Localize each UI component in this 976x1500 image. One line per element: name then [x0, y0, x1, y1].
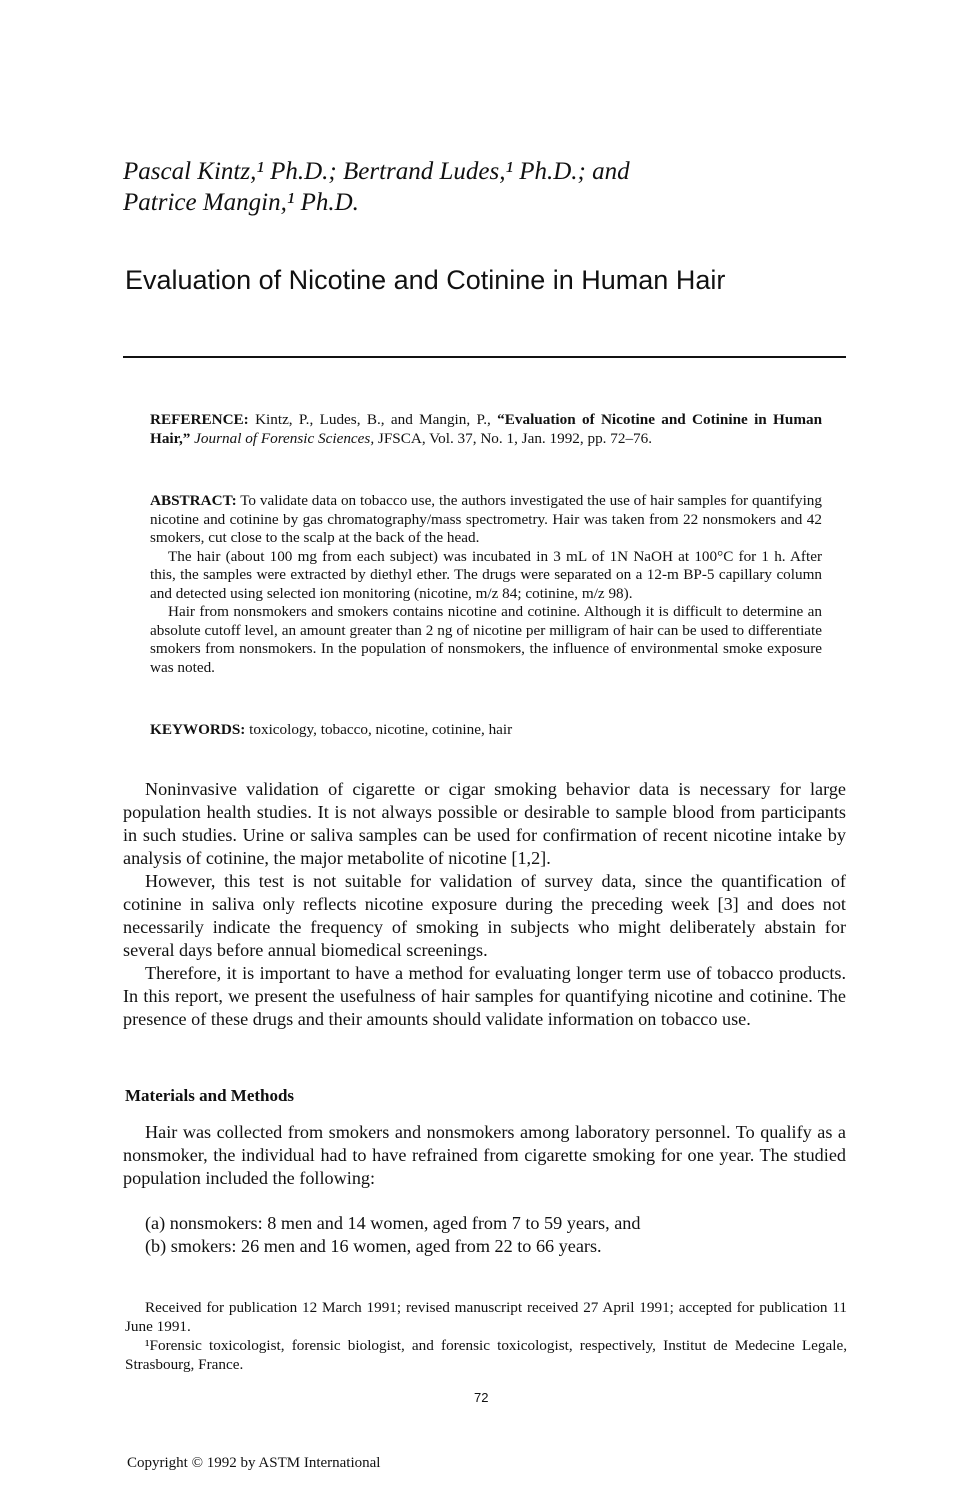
- intro-paragraph-1: Noninvasive validation of cigarette or cigar smoking behavior data is necessary for large population health studies. It is not always possible or desirable to sample blood from participants in such studies. Urine or saliva samples can be used for confirmation of recent nicotine intake by analysis of cotinine, the major metabolite of nicotine [1,2].: [123, 779, 846, 868]
- reference-label: REFERENCE:: [150, 411, 249, 428]
- abstract-block: [150, 492, 822, 677]
- reference-details: JFSCA, Vol. 37, No. 1, Jan. 1992, pp. 72–76.: [377, 429, 653, 447]
- population-list: [145, 1212, 845, 1258]
- author-line-2: Patrice Mangin,¹ Ph.D.: [123, 189, 359, 216]
- intro-paragraph-2: However, this test is not suitable for validation of survey data, since the quantification of cotinine in saliva only reflects nicotine exposure during the preceding week [3] and does not necessarily indicate the frequency of smoking in subjects who might deliberately abstain for several days before annual biomedical screenings.: [123, 871, 846, 960]
- keywords-label: KEYWORDS:: [150, 721, 246, 738]
- author-list: [123, 156, 843, 218]
- introduction: [123, 778, 846, 1031]
- keywords-block: [150, 721, 822, 740]
- copyright-notice: Copyright © 1992 by ASTM International: [127, 1455, 381, 1471]
- footnotes: [125, 1298, 847, 1374]
- methods-paragraph-1: Hair was collected from smokers and nonsmokers among laboratory personnel. To qualify as a nonsmoker, the individual had to have refrained from cigarette smoking for one year. The studied population included the following:: [123, 1122, 846, 1188]
- reference-journal: Journal of Forensic Sciences,: [194, 429, 375, 447]
- reference-article-title: “Evaluation of Nicotine and Cotinine in Human Hair,”: [150, 411, 823, 447]
- reference-block: [150, 411, 822, 448]
- methods-text: [123, 1121, 846, 1190]
- paper-title: Evaluation of Nicotine and Cotinine in Human Hair: [125, 265, 726, 295]
- title-divider: [123, 356, 846, 358]
- list-item: (b) smokers: 26 men and 16 women, aged from 22 to 66 years.: [145, 1236, 602, 1256]
- reference-authors: Kintz, P., Ludes, B., and Mangin, P.,: [255, 411, 491, 428]
- page-number: 72: [474, 1390, 489, 1405]
- received-note: Received for publication 12 March 1991; revised manuscript received 27 April 1991; accepted for publication 11 June 1991.: [125, 1299, 847, 1335]
- keywords-text: toxicology, tobacco, nicotine, cotinine, hair: [249, 721, 513, 738]
- section-heading: Materials and Methods: [125, 1086, 295, 1105]
- list-item: (a) nonsmokers: 8 men and 14 women, aged from 7 to 59 years, and: [145, 1213, 641, 1233]
- abstract-paragraph-3: Hair from nonsmokers and smokers contains nicotine and cotinine. Although it is difficult to determine an absolute cutoff level, an amount greater than 2 ng of nicotine per milligram of hair can be used to differentiate smokers from nonsmokers. In the population of nonsmokers, the influence of environmental smoke exposure was noted.: [150, 603, 822, 676]
- abstract-paragraph-1: To validate data on tobacco use, the authors investigated the use of hair samples for quantifying nicotine and cotinine by gas chromatography/mass spectrometry. Hair was taken from 22 nonsmokers and 42 smokers, cut close to the scalp at the back of the head.: [150, 492, 822, 546]
- affiliation-note: ¹Forensic toxicologist, forensic biologist, and forensic toxicologist, respectively, Institut de Medecine Legale, Strasbourg, France.: [125, 1337, 847, 1373]
- abstract-label: ABSTRACT:: [150, 492, 237, 509]
- abstract-paragraph-2: The hair (about 100 mg from each subject) was incubated in 3 mL of 1N NaOH at 100°C for 1 h. After this, the samples were extracted by diethyl ether. The drugs were separated on a 12-m BP-5 capillary column and detected using selected ion monitoring (nicotine, m/z 84; cotinine, m/z 98).: [150, 547, 822, 602]
- intro-paragraph-3: Therefore, it is important to have a method for evaluating longer term use of tobacco products. In this report, we present the usefulness of hair samples for quantifying nicotine and cotinine. The presence of these drugs and their amounts should validate information on tobacco use.: [123, 963, 846, 1029]
- author-line-1: Pascal Kintz,¹ Ph.D.; Bertrand Ludes,¹ Ph.D.; and: [123, 158, 630, 185]
